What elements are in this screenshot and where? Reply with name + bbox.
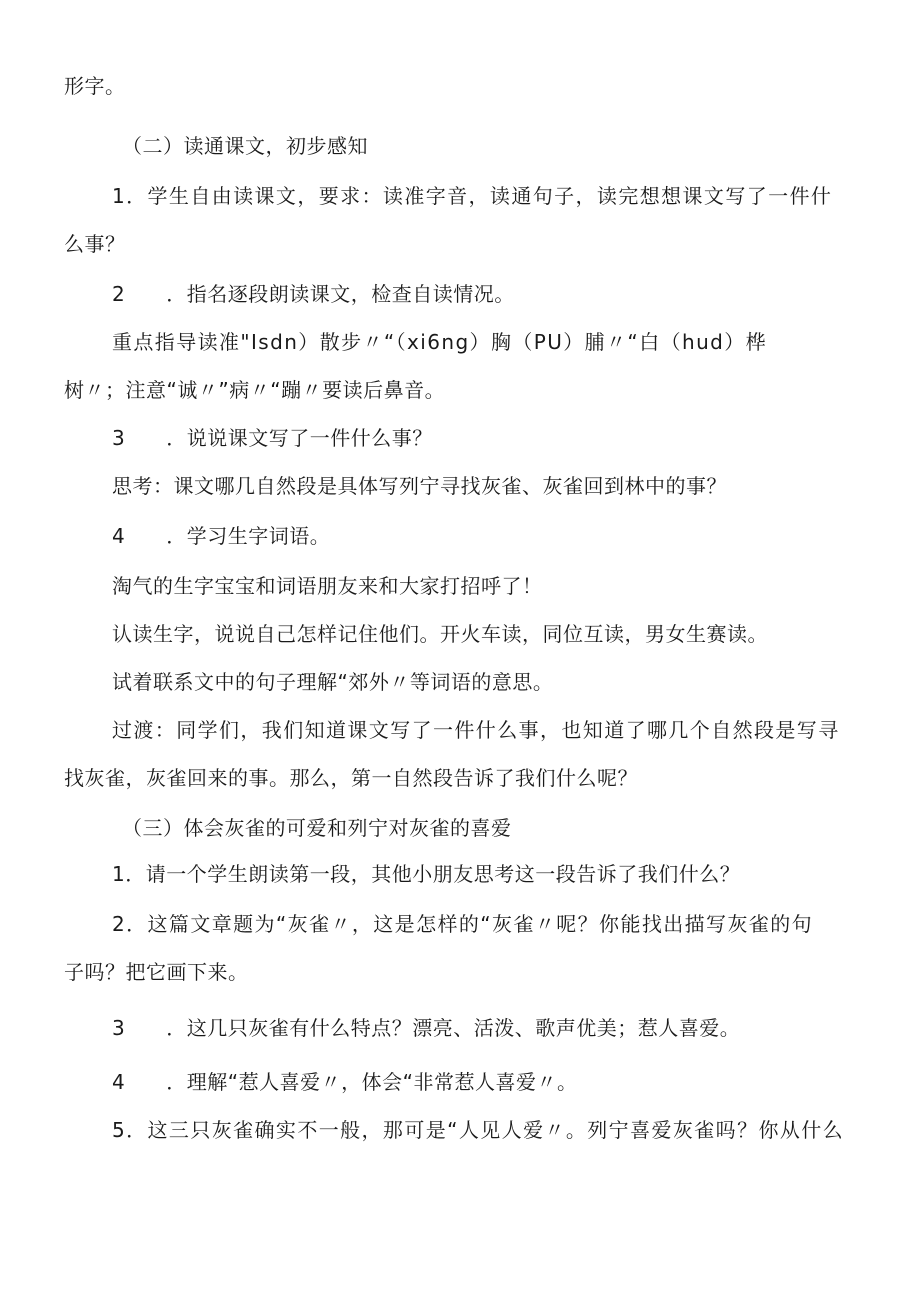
text-line: 5．这三只灰雀确实不一般，那可是“人见人爱〃。列宁喜爱灰雀吗？你从什么 [112, 1118, 845, 1142]
section-heading: （三）体会灰雀的可爱和列宁对灰雀的喜爱 [122, 816, 512, 840]
text-line: 3 ．这几只灰雀有什么特点？漂亮、活泼、歌声优美；惹人喜爱。 [112, 1016, 741, 1040]
text-line: 1．学生自由读课文，要求：读准字音，读通句子，读完想想课文写了一件什 [112, 184, 833, 208]
text-line: 3 ．说说课文写了一件什么事？ [112, 426, 433, 450]
text-line: 2．这篇文章题为“灰雀〃，这是怎样的“灰雀〃呢？你能找出描写灰雀的句 [112, 912, 814, 936]
text-line: 树〃；注意“诚〃”病〃“蹦〃要读后鼻音。 [64, 378, 446, 402]
text-line: 过渡：同学们，我们知道课文写了一件什么事，也知道了哪几个自然段是写寻 [112, 718, 840, 742]
text-line: 4 ．理解“惹人喜爱〃，体会“非常惹人喜爱〃。 [112, 1070, 578, 1094]
text-line: 重点指导读准"Isdn）散步〃“（xi6ng）胸（PU）脯〃“白（hud）桦 [112, 330, 768, 354]
section-heading: （二）读通课文，初步感知 [122, 134, 368, 158]
text-line: 1．请一个学生朗读第一段，其他小朋友思考这一段告诉了我们什么？ [112, 862, 741, 886]
text-line: 子吗？把它画下来。 [64, 960, 249, 984]
text-line: 形字。 [64, 74, 126, 98]
text-line: 认读生字，说说自己怎样记住他们。开火车读，同位互读，男女生赛读。 [112, 622, 768, 646]
text-line: 试着联系文中的句子理解“郊外〃等词语的意思。 [112, 670, 554, 694]
text-line: 找灰雀，灰雀回来的事。那么，第一自然段告诉了我们什么呢？ [64, 766, 638, 790]
text-line: 4 ．学习生字词语。 [112, 524, 331, 548]
text-line: 淘气的生字宝宝和词语朋友来和大家打招呼了！ [112, 574, 543, 598]
text-line: 思考：课文哪几自然段是具体写列宁寻找灰雀、灰雀回到林中的事？ [112, 474, 727, 498]
text-line: 2 ．指名逐段朗读课文，检查自读情况。 [112, 282, 515, 306]
text-line: 么事？ [64, 232, 126, 256]
